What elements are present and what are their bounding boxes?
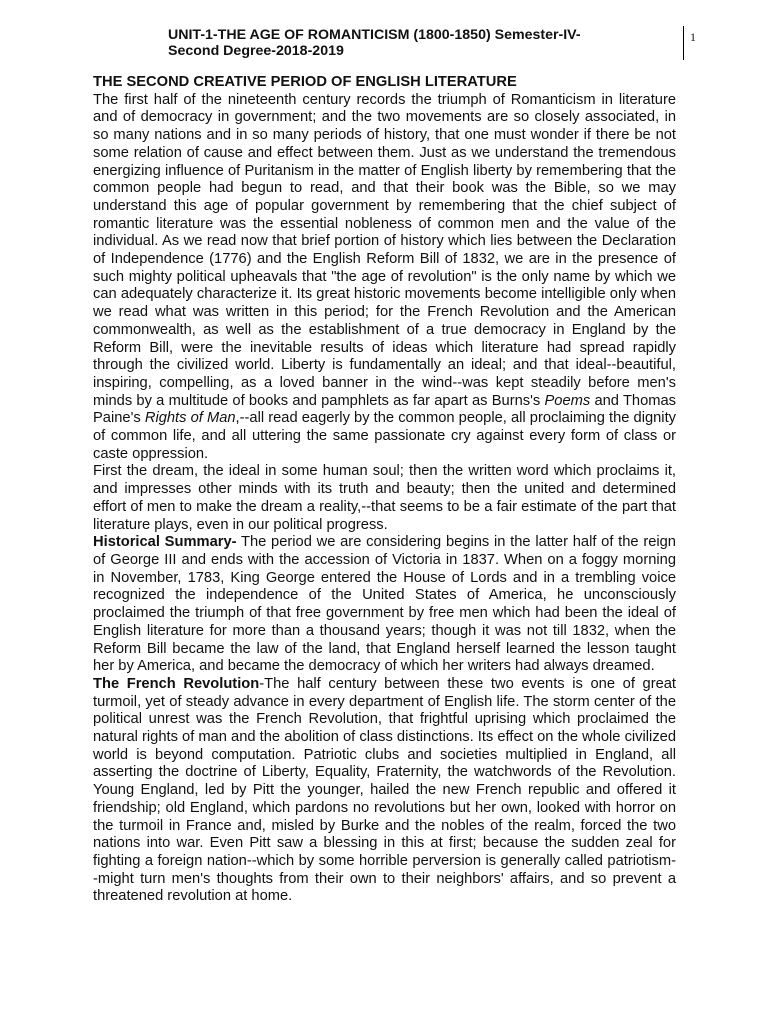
historical-summary-heading: Historical Summary- <box>93 534 237 551</box>
paragraph-intro <box>93 92 676 464</box>
section-title: THE SECOND CREATIVE PERIOD OF ENGLISH LITERATURE <box>93 74 517 90</box>
poems-title: Poems <box>544 392 591 409</box>
paragraph-intro-text-c: ,--all read eagerly by the common people, all proclaiming the dignity of common life, and all uttering the same passionate cry against every form of class or caste oppression. <box>93 410 676 462</box>
paragraph-intro-text-a: The first half of the nineteenth century records the triumph of Romanticism in literature and of democracy in government; and the two movements are so closely associated, in so many nations and in so many periods of history, that one must wonder if there be not some relation of cause and effect between them. Just as we understand the tremendous energizing influence of Puritanism in the matter of English liberty by remembering that the common people had begun to read, and that their book was the Bible, so we may understand this age of popular government by remembering that the chief subject of romantic literature was the essential nobleness of common men and the value of the individual. As we read now that brief portion of history which lies between the Declaration of Independence (1776) and the English Reform Bill of 1832, we are in the presence of such mighty political upheavals that "the age of revolution" is the only name by which we can adequately characterize it. Its great historic movements become intelligible only when we read what was written in this period; for the French Revolution and the American commonwealth, as well as the establishment of a true democracy in England by the Reform Bill, were the inevitable results of ideas which literature had spread rapidly through the civilized world. Liberty is fundamentally an ideal; and that ideal--beautiful, inspiring, compelling, as a loved banner in the wind--was kept steadily before men's minds by a multitude of books and pamphlets as far apart as Burns's <box>93 91 676 409</box>
historical-summary-text: The period we are considering begins in the latter half of the reign of George III and ends with the accession of Victoria in 1837. When on a foggy morning in November, 1783, King George entered the House of Lords and in a trembling voice recognized the independence of the United States of America, he unconsciously proclaimed the triumph of that free government by free men which had been the ideal of English literature for more than a thousand years; though it was not till 1832, when the Reform Bill became the law of the land, that England herself learned the lesson taught her by America, and became the democracy of which her writers had always dreamed. <box>93 534 676 675</box>
paragraph-dream: First the dream, the ideal in some human soul; then the written word which proclaims it, and impresses other minds with its truth and beauty; then the united and determined effort of men to make the dream a reality,--that seems to be a fair estimate of the part that literature plays, even in our political progress. <box>93 463 676 533</box>
document-body <box>93 74 676 906</box>
page-number-divider <box>683 26 684 60</box>
paragraph-historical-summary <box>93 534 676 676</box>
french-revolution-text: -The half century between these two events is one of great turmoil, yet of steady advance in every department of English life. The storm center of the political unrest was the French Revolution, that frightful uprising which proclaimed the natural rights of man and the abolition of class distinctions. Its effect on the whole civilized world is beyond computation. Patriotic clubs and societies multiplied in England, all asserting the doctrine of Liberty, Equality, Fraternity, the watchwords of the Revolution. Young England, led by Pitt the younger, hailed the new French republic and offered it friendship; old England, which pardons no revolutions but her own, looked with horror on the turmoil in France and, misled by Burke and the nobles of the realm, forced the two nations into war. Even Pitt saw a blessing in this at first; because the sudden zeal for fighting a foreign nation--which by some horrible perversion is generally called patriotism--might turn men's thoughts from their own to their neighbors' affairs, and so prevent a threatened revolution at home. <box>93 675 677 905</box>
paragraph-intro-text-b: and Thomas Paine's <box>93 392 677 427</box>
paragraph-french-revolution <box>93 676 676 906</box>
rights-of-man-title: Rights of Man <box>144 410 236 427</box>
french-revolution-heading: The French Revolution <box>93 675 260 692</box>
header-line-2: Second Degree-2018-2019 <box>168 43 344 59</box>
header-line-1: UNIT-1-THE AGE OF ROMANTICISM (1800-1850) Semester-IV- <box>168 27 581 43</box>
page-header <box>168 27 658 59</box>
page-number: 1 <box>690 30 696 44</box>
